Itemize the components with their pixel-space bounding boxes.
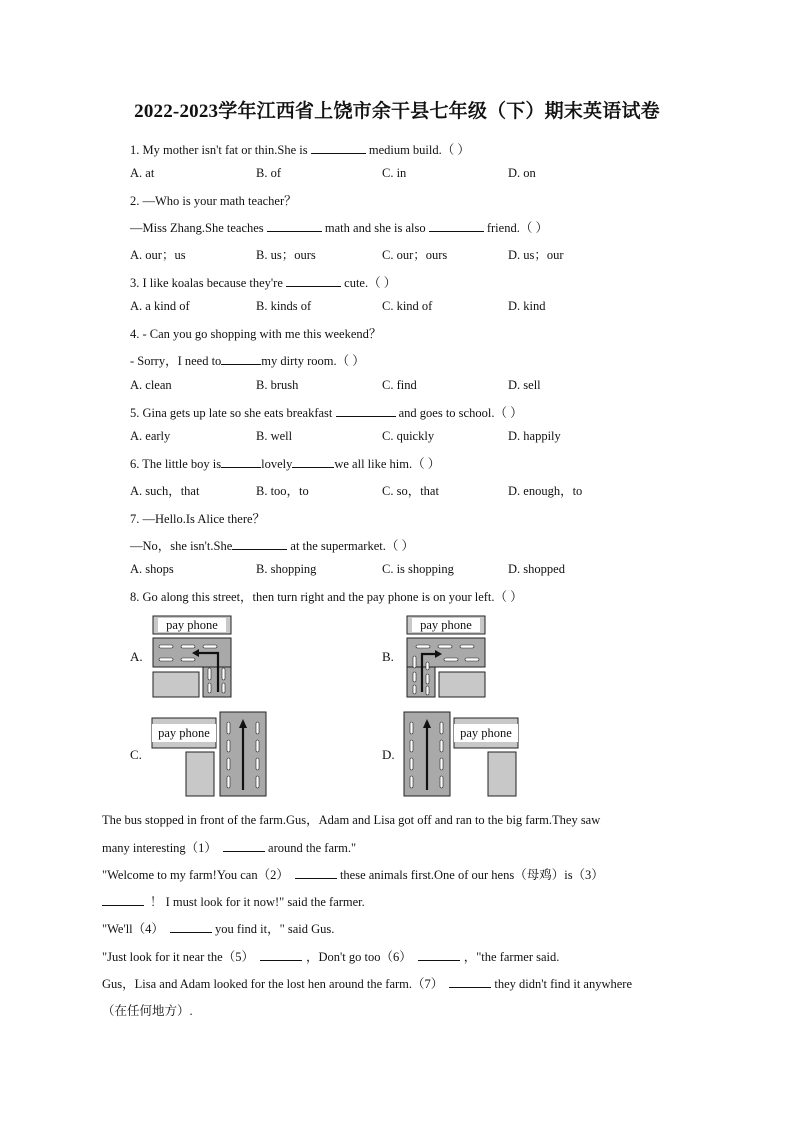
pay-phone-text: pay phone [158, 726, 210, 740]
option-a-label[interactable]: A. [130, 649, 143, 664]
map-diagram-a [150, 614, 236, 700]
option-c[interactable]: C. in [382, 166, 407, 180]
answer-blank[interactable] [336, 405, 396, 417]
passage-text: "Just look for it near the（5） [102, 950, 254, 964]
question-3-tail: cute.（ ） [341, 276, 397, 290]
passage-line-5 [102, 919, 334, 937]
option-d[interactable]: D. sell [508, 378, 541, 392]
option-d[interactable]: D. us；our [508, 248, 564, 262]
q4-text-a: - Sorry，I need to [130, 354, 222, 368]
passage-text: Gus，Lisa and Adam looked for the lost hen around the farm.（7） [102, 977, 444, 991]
exam-title: 2022-2023学年江西省上饶市余干县七年级（下）期末英语试卷 [134, 101, 660, 122]
question-8: 8. Go along this street，then turn right and the pay phone is on your left.（ ） [130, 590, 523, 604]
option-b[interactable]: B. too，to [256, 484, 309, 498]
answer-blank[interactable] [267, 220, 322, 232]
option-b[interactable]: B. brush [256, 378, 299, 392]
passage-text: these animals first.One of our hens（母鸡）is（3） [336, 868, 604, 882]
passage-line-4 [102, 892, 365, 910]
passage-text: you find it，" said Gus. [211, 922, 335, 936]
option-b[interactable]: B. kinds of [256, 299, 312, 313]
map-diagram-d [402, 710, 522, 798]
question-7-line1: 7. —Hello.Is Alice there？ [130, 512, 266, 526]
map-diagram-c [150, 710, 270, 798]
blank-7[interactable] [449, 976, 491, 988]
passage-text: they didn't find it anywhere [491, 977, 633, 991]
q6-text-b: lovely [261, 457, 293, 471]
passage-line-6 [102, 947, 559, 965]
answer-blank[interactable] [292, 456, 334, 468]
map-diagram-b [404, 614, 490, 700]
option-c[interactable]: C. is shopping [382, 562, 454, 576]
passage-line-3 [102, 865, 604, 883]
road [153, 638, 231, 667]
passage-text: many interesting（1） [102, 841, 217, 855]
option-d[interactable]: D. happily [508, 429, 561, 443]
option-d[interactable]: D. on [508, 166, 536, 180]
blank-6[interactable] [418, 949, 460, 961]
question-5-tail: and goes to school.（ ） [395, 406, 523, 420]
q7-text-a: —No，she isn't.She [130, 539, 233, 553]
passage-line-8: （在任何地方）. [102, 1004, 193, 1018]
option-c[interactable]: C. quickly [382, 429, 435, 443]
question-1-tail: medium build.（ ） [365, 143, 470, 157]
option-d[interactable]: D. kind [508, 299, 546, 313]
option-c[interactable]: C. our；ours [382, 248, 448, 262]
option-c[interactable]: C. kind of [382, 299, 433, 313]
answer-blank[interactable] [286, 275, 341, 287]
option-d[interactable]: D. enough，to [508, 484, 583, 498]
option-b[interactable]: B. of [256, 166, 281, 180]
question-3 [130, 273, 396, 291]
q7-text-b: at the supermarket.（ ） [287, 539, 414, 553]
passage-text: "Welcome to my farm!You can（2） [102, 868, 289, 882]
answer-blank[interactable] [221, 353, 261, 365]
answer-blank[interactable] [429, 220, 484, 232]
pay-phone-text: pay phone [420, 618, 472, 632]
question-1-stem: 1. My mother isn't fat or thin.She is [130, 143, 311, 157]
question-7-line2 [130, 536, 414, 554]
blank-5[interactable] [260, 949, 302, 961]
option-d[interactable]: D. shopped [508, 562, 565, 576]
option-c[interactable]: C. so，that [382, 484, 439, 498]
question-6 [130, 454, 440, 472]
passage-text: "We'll（4） [102, 922, 164, 936]
blank-2[interactable] [295, 867, 337, 879]
passage-text: ！ I must look for it now!" said the farmer. [150, 895, 365, 909]
question-2-line1: 2. —Who is your math teacher？ [130, 194, 297, 208]
option-b[interactable]: B. well [256, 429, 293, 443]
building [488, 752, 516, 796]
question-1 [130, 140, 470, 158]
question-4-line2 [130, 351, 365, 369]
pay-phone-text: pay phone [460, 726, 512, 740]
q2-text-a: —Miss Zhang.She teaches [130, 221, 267, 235]
option-c[interactable]: C. find [382, 378, 417, 392]
q2-text-c: friend.（ ） [483, 221, 548, 235]
option-d-label[interactable]: D. [382, 747, 395, 762]
building [153, 672, 199, 697]
option-a[interactable]: A. shops [130, 562, 174, 576]
option-a[interactable]: A. at [130, 166, 155, 180]
answer-blank[interactable] [232, 538, 287, 550]
option-c-label[interactable]: C. [130, 747, 142, 762]
option-b-label[interactable]: B. [382, 649, 394, 664]
passage-text: ，Don't go too（6） [305, 950, 412, 964]
option-a[interactable]: A. clean [130, 378, 172, 392]
passage-line-1: The bus stopped in front of the farm.Gus，Adam and Lisa got off and ran to the big farm.They saw [102, 813, 601, 827]
passage-line-2 [102, 838, 356, 856]
option-b[interactable]: B. us；ours [256, 248, 316, 262]
road [407, 638, 485, 667]
answer-blank[interactable] [311, 142, 366, 154]
blank-1[interactable] [223, 840, 265, 852]
building [439, 672, 485, 697]
option-a[interactable]: A. such，that [130, 484, 200, 498]
question-2-line2 [130, 218, 548, 236]
option-a[interactable]: A. our；us [130, 248, 186, 262]
q4-text-b: my dirty room.（ ） [261, 354, 365, 368]
option-b[interactable]: B. shopping [256, 562, 317, 576]
option-a[interactable]: A. a kind of [130, 299, 190, 313]
question-4-line1: 4. - Can you go shopping with me this weekend？ [130, 327, 382, 341]
blank-3[interactable] [102, 894, 144, 906]
question-3-stem: 3. I like koalas because they're [130, 276, 287, 290]
blank-4[interactable] [170, 921, 212, 933]
building [186, 752, 214, 796]
q6-text-c: we all like him.（ ） [334, 457, 441, 471]
pay-phone-text: pay phone [166, 618, 218, 632]
q2-text-b: math and she is also [321, 221, 429, 235]
q6-text-a: 6. The little boy is [130, 457, 222, 471]
question-5 [130, 403, 523, 421]
answer-blank[interactable] [221, 456, 261, 468]
passage-text: around the farm." [264, 841, 357, 855]
passage-line-7 [102, 974, 632, 992]
question-5-stem: 5. Gina gets up late so she eats breakfast [130, 406, 336, 420]
option-a[interactable]: A. early [130, 429, 171, 443]
passage-text: ，"the farmer said. [463, 950, 560, 964]
